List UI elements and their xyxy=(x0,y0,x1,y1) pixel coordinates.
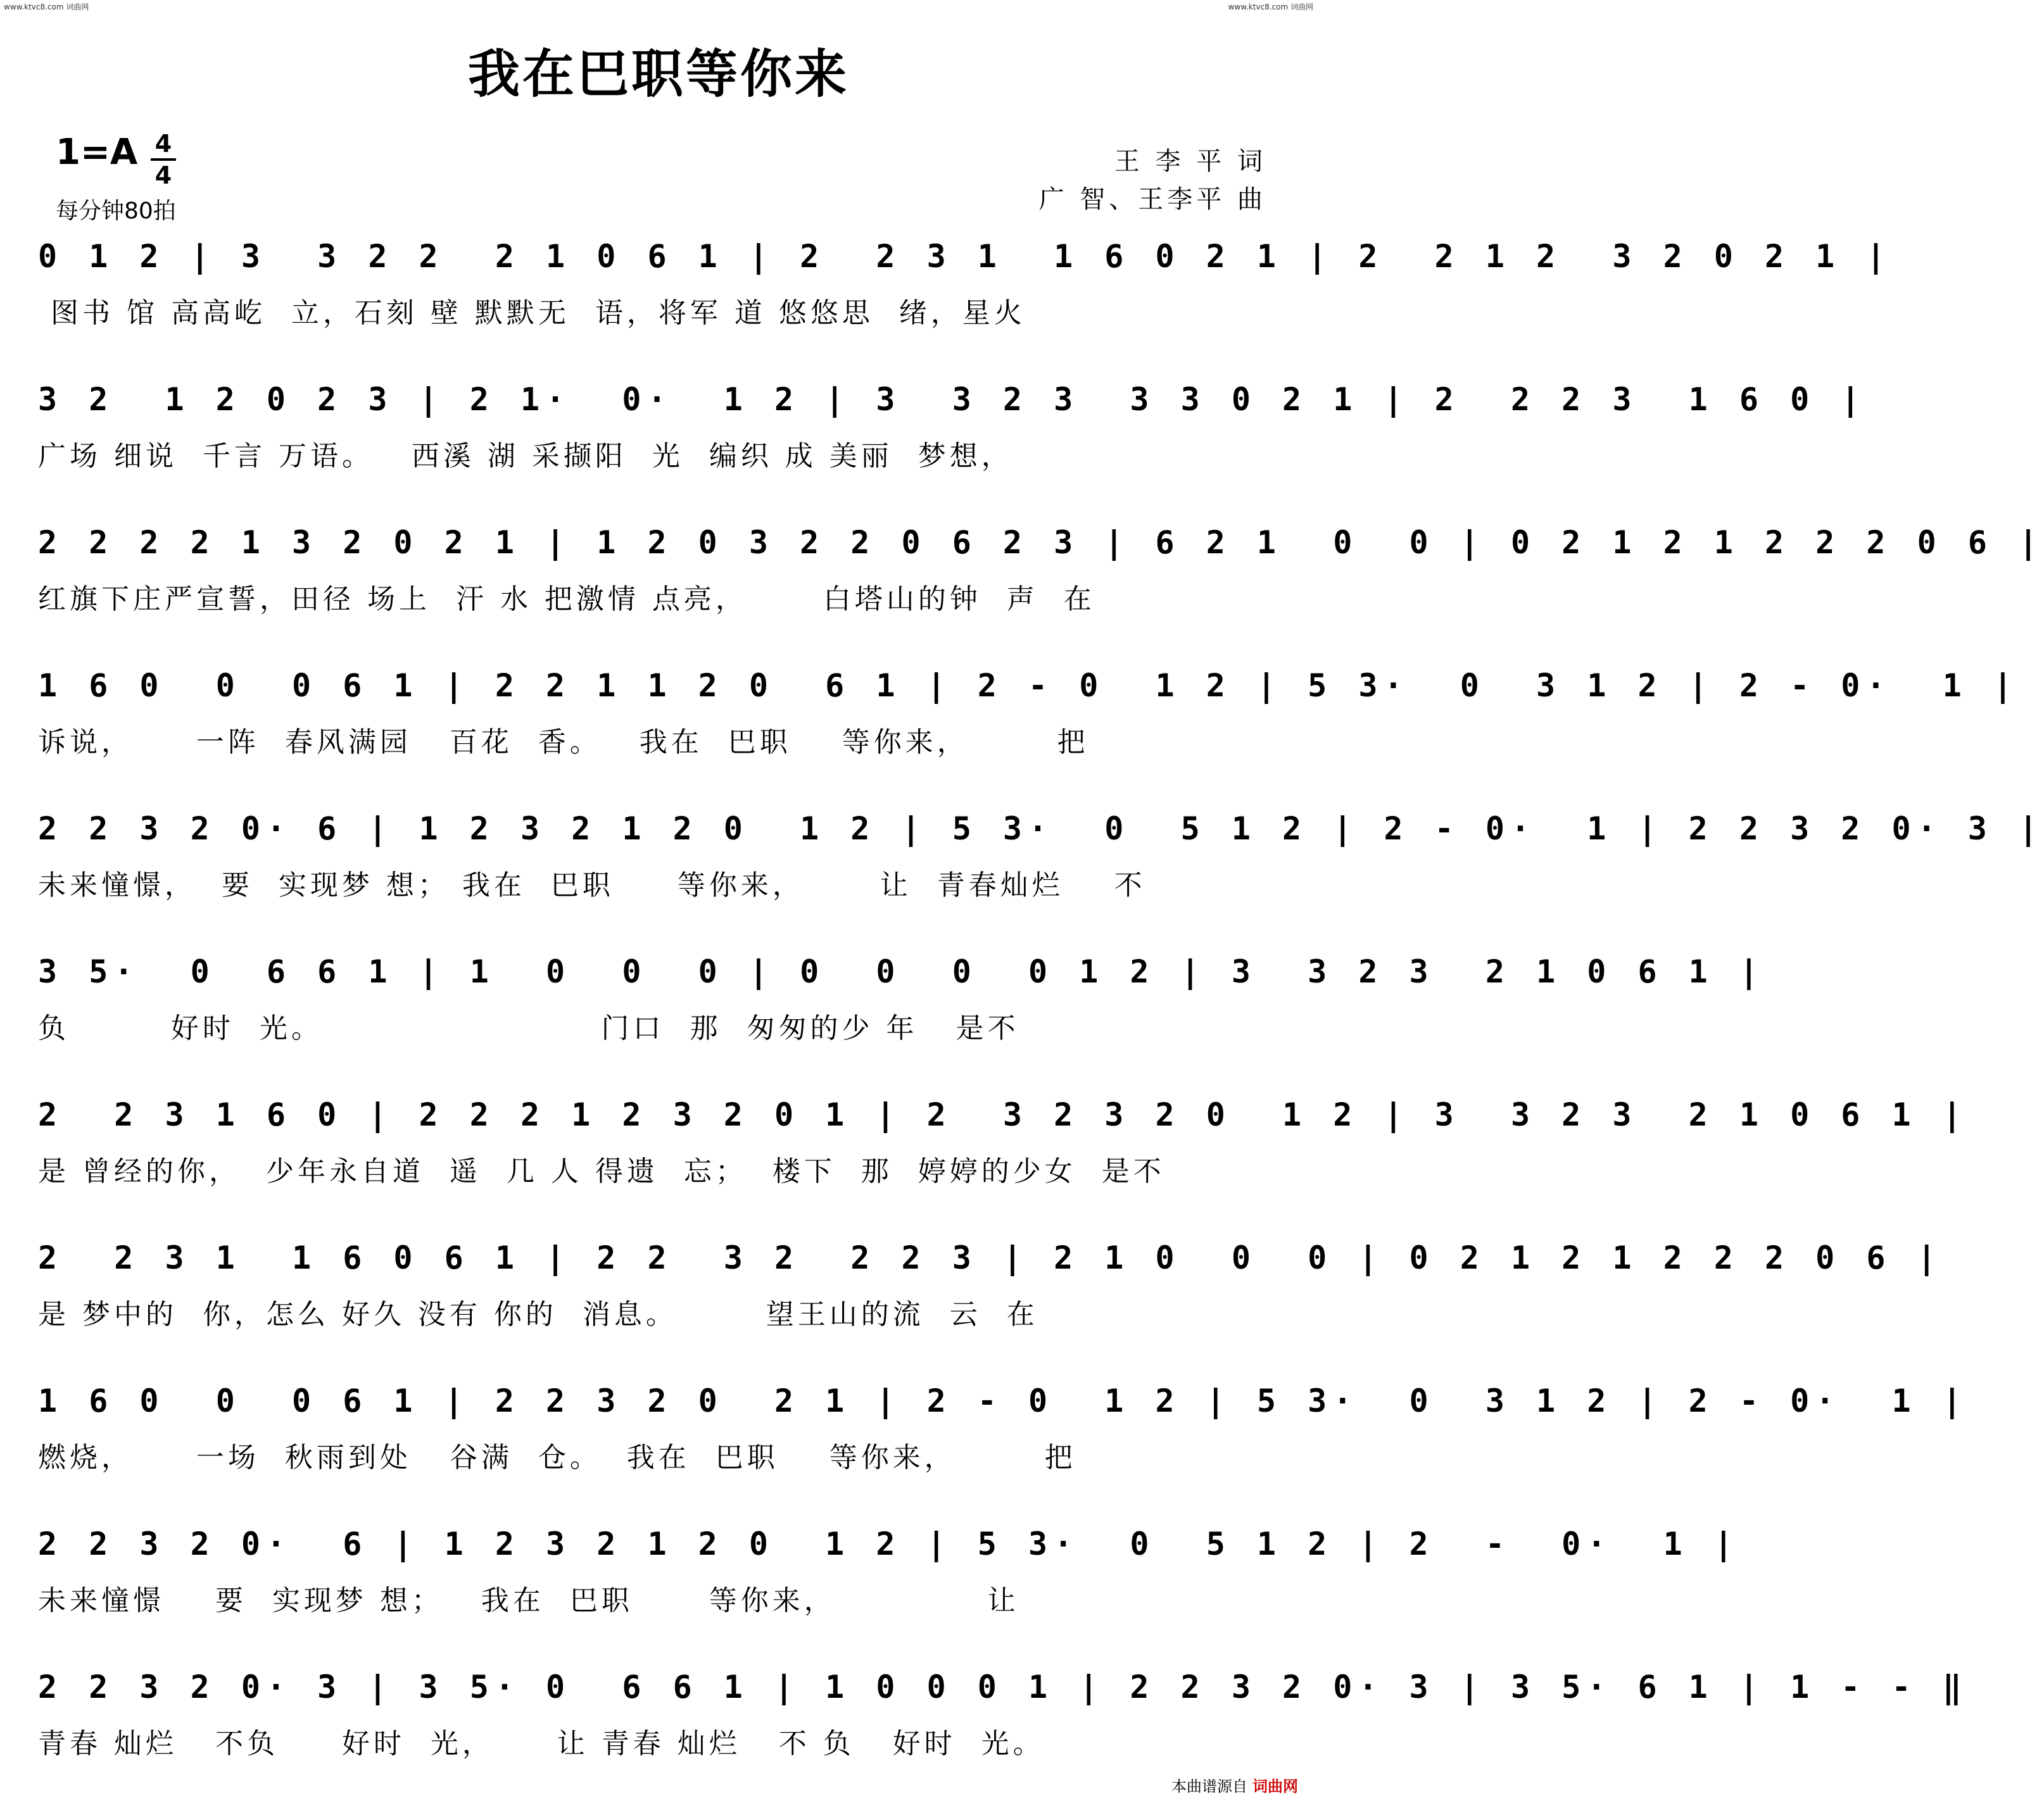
lyricist-credit: 王 李 平 词 xyxy=(1114,147,1266,176)
music-system xyxy=(38,228,1892,348)
notation-line: 3 5· 0 6 6 1 | 1 0 0 0 | 0 0 0 0 1 2 | 3 3 2 3 2 1 0 6 1 | xyxy=(38,953,1765,990)
music-system xyxy=(38,943,1765,1064)
tempo-marking: 每分钟80拍 xyxy=(56,198,176,224)
lyrics-line: 广场 细说 千言 万语。 西溪 湖 采撷阳 光 编织 成 美丽 梦想， xyxy=(38,440,1013,472)
lyrics-line: 未来憧憬 要 实现梦 想； 我在 巴职 等你来， 让 xyxy=(38,1585,1019,1617)
music-system xyxy=(38,657,2019,777)
footer-brand: 词曲网 xyxy=(1252,1778,1298,1795)
music-system xyxy=(38,1372,1968,1493)
notation-line: 2 2 3 1 1 6 0 6 1 | 2 2 3 2 2 2 3 | 2 1 0 0 0 | 0 2 1 2 1 2 2 2 0 6 | xyxy=(38,1239,1943,1276)
lyrics-line: 图书 馆 高高屹 立，石刻 壁 默默无 语，将军 道 悠悠思 绪，星火 xyxy=(38,297,1026,329)
notation-line: 1 6 0 0 0 6 1 | 2 2 3 2 0 2 1 | 2 - 0 1 2 | 5 3· 0 3 1 2 | 2 - 0· 1 | xyxy=(38,1383,1968,1419)
time-signature-bottom: 4 xyxy=(155,161,172,189)
lyrics-line: 燃烧， 一场 秋雨到处 谷满 仓。 我在 巴职 等你来， 把 xyxy=(38,1441,1076,1474)
notation-line: 2 2 3 1 6 0 | 2 2 2 1 2 3 2 0 1 | 2 3 2 3 2 0 1 2 | 3 3 2 3 2 1 0 6 1 | xyxy=(38,1096,1968,1133)
footer-text: 本曲谱源自 xyxy=(1171,1778,1247,1795)
music-system xyxy=(38,1086,1968,1207)
notation-line: 2 2 3 2 0· 6 | 1 2 3 2 1 2 0 1 2 | 5 3· 0 5 1 2 | 2 - 0· 1 | 2 2 3 2 0· 3 | xyxy=(38,810,2044,847)
lyrics-line: 负 好时 光。 门口 那 匆匆的少 年 是不 xyxy=(38,1012,1019,1045)
lyrics-line: 是 梦中的 你，怎么 好久 没有 你的 消息。 望王山的流 云 在 xyxy=(38,1298,1038,1331)
notation-line: 2 2 3 2 0· 6 | 1 2 3 2 1 2 0 1 2 | 5 3· 0 5 1 2 | 2 - 0· 1 | xyxy=(38,1526,1739,1562)
music-system xyxy=(38,800,2044,920)
lyrics-line: 未来憧憬， 要 实现梦 想； 我在 巴职 等你来， 让 青春灿烂 不 xyxy=(38,869,1146,901)
music-system xyxy=(38,371,1867,491)
notation-line: 2 2 2 2 1 3 2 0 2 1 | 1 2 0 3 2 2 0 6 2 3 | 6 2 1 0 0 | 0 2 1 2 1 2 2 2 0 6 | xyxy=(38,524,2044,561)
music-system xyxy=(38,514,2044,634)
lyrics-line: 是 曾经的你， 少年永自道 遥 几 人 得遗 忘； 楼下 那 婷婷的少女 是不 xyxy=(38,1155,1165,1188)
notation-line: 3 2 1 2 0 2 3 | 2 1· 0· 1 2 | 3 3 2 3 3 3 0 2 1 | 2 2 2 3 1 6 0 | xyxy=(38,381,1867,418)
song-title: 我在巴职等你来 xyxy=(467,44,849,104)
key-signature: 1=A xyxy=(56,132,138,173)
time-signature-divider xyxy=(151,158,176,161)
lyrics-line: 诉说， 一阵 春风满园 百花 香。 我在 巴职 等你来， 把 xyxy=(38,726,1089,758)
composer-credit: 广 智、王李平 曲 xyxy=(1038,185,1266,214)
watermark-right: www.ktvc8.com 词曲网 xyxy=(1228,3,1313,11)
footer xyxy=(1171,1774,1298,1796)
notation-line: 0 1 2 | 3 3 2 2 2 1 0 6 1 | 2 2 3 1 1 6 0 2 1 | 2 2 1 2 3 2 0 2 1 | xyxy=(38,238,1892,275)
time-signature xyxy=(151,130,176,189)
notation-line: 2 2 3 2 0· 3 | 3 5· 0 6 6 1 | 1 0 0 0 1 | 2 2 3 2 0· 3 | 3 5· 6 1 | 1 - - ‖ xyxy=(38,1669,1968,1705)
music-system xyxy=(38,1515,1739,1636)
lyrics-line: 青春 灿烂 不负 好时 光， 让 青春 灿烂 不 负 好时 光。 xyxy=(38,1728,1045,1760)
music-system xyxy=(38,1659,1968,1779)
time-signature-top: 4 xyxy=(155,130,172,158)
credits xyxy=(1039,142,1266,218)
watermark-left: www.ktvc8.com 词曲网 xyxy=(4,3,89,11)
notation-line: 1 6 0 0 0 6 1 | 2 2 1 1 2 0 6 1 | 2 - 0 1 2 | 5 3· 0 3 1 2 | 2 - 0· 1 | xyxy=(38,667,2019,704)
lyrics-line: 红旗下庄严宣誓，田径 场上 汗 水 把激情 点亮， 白塔山的钟 声 在 xyxy=(38,583,1095,615)
music-system xyxy=(38,1229,1943,1350)
